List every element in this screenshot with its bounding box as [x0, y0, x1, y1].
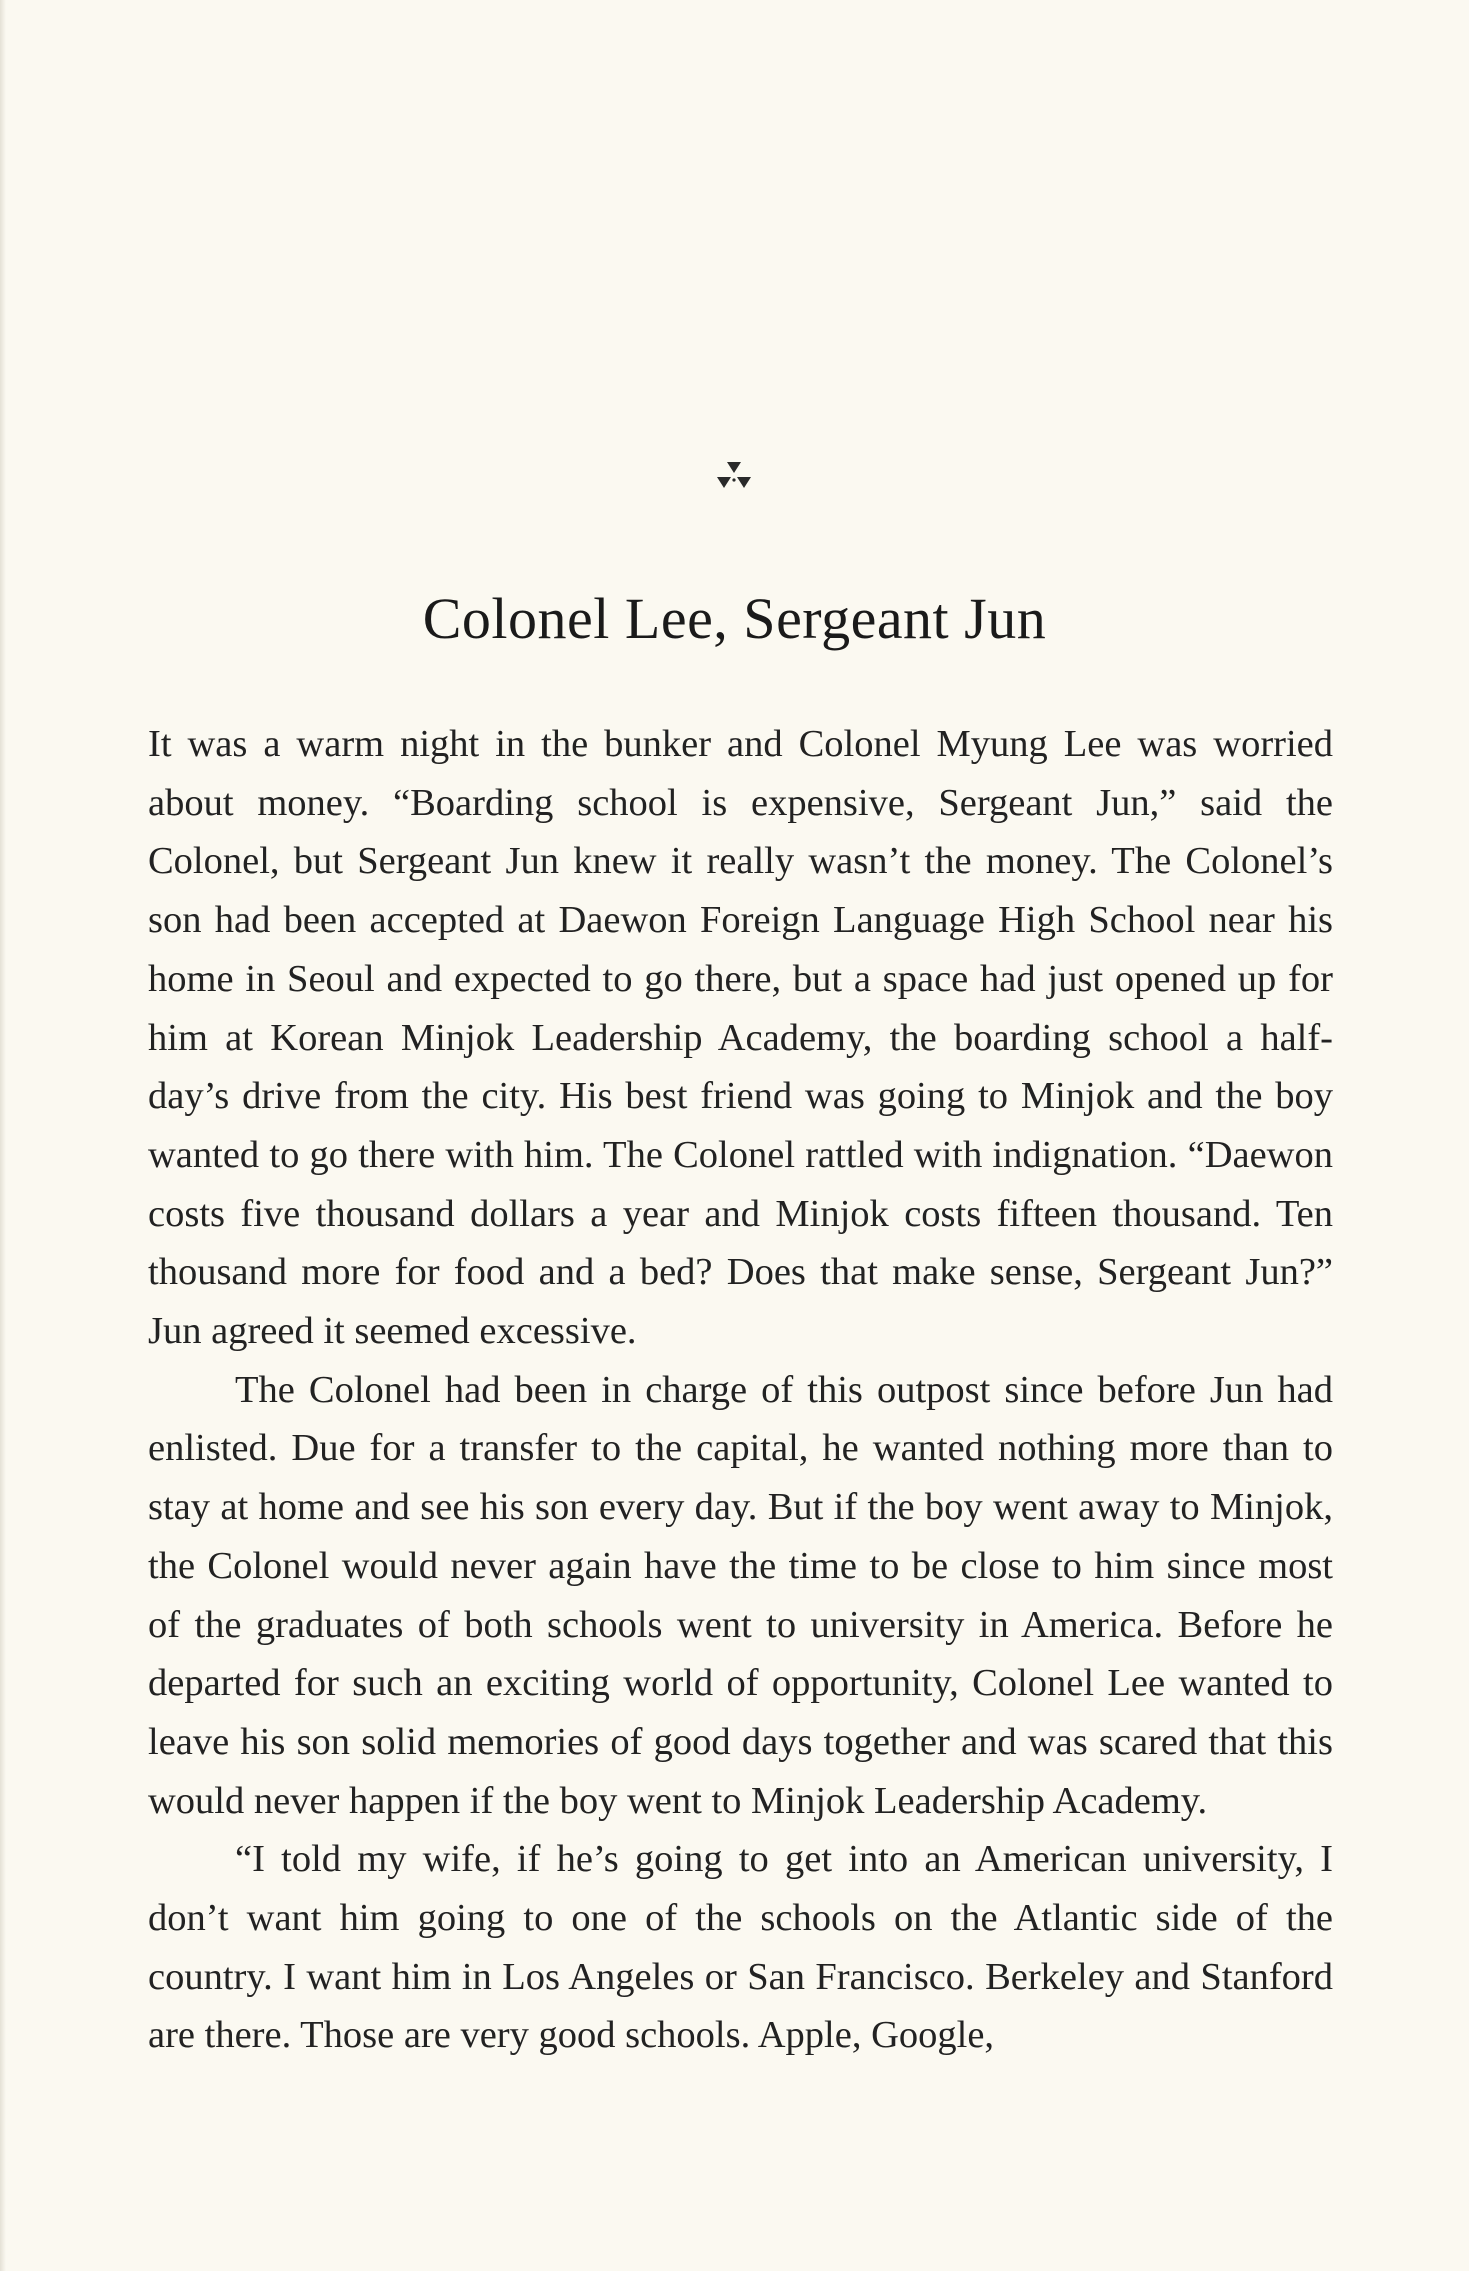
page-edge-shadow — [0, 0, 6, 2271]
ornament-icon — [717, 460, 751, 496]
paragraph: It was a warm night in the bunker and Colonel Myung Lee was worried about money. “Boarding school is expensive, Sergeant Jun,” said the Colonel, but Sergeant Jun knew it really wasn’t the money. The Colonel’s son had been accepted at Daewon Foreign Language High School near his home in Seoul and expected to go there, but a space had just opened up for him at Korean Minjok Leadership Academy, the boarding school a half-day’s drive from the city. His best friend was going to Minjok and the boy wanted to go there with him. The Colonel rattled with indignation. “Daewon costs five thousand dollars a year and Minjok costs fifteen thousand. Ten thousand more for food and a bed? Does that make sense, Sergeant Jun?” Jun agreed it seemed excessive. — [148, 723, 1333, 1353]
chapter-title: Colonel Lee, Sergeant Jun — [422, 586, 1047, 651]
paragraph: The Colonel had been in charge of this outpost since before Jun had enlisted. Due for a transfer to the capital, he wanted nothing more than to stay at home and see his son every day. But if the boy went away to Minjok, the Colonel would never again have the time to be close to him since most of the graduates of both schools went to university in America. Before he departed for such an exciting world of opportunity, Colonel Lee wanted to leave his son solid memories of good days together and was scared that this would never happen if the boy went to Minjok Leadership Academy. — [148, 1368, 1333, 1822]
body-text — [148, 715, 1333, 2065]
paragraph: “I told my wife, if he’s going to get into an American university, I don’t want him going to one of the schools on the Atlantic side of the country. I want him in Los Angeles or San Francisco. Berkeley and Stanford are there. Those are very good schools. Apple, Google, — [148, 1838, 1333, 2057]
